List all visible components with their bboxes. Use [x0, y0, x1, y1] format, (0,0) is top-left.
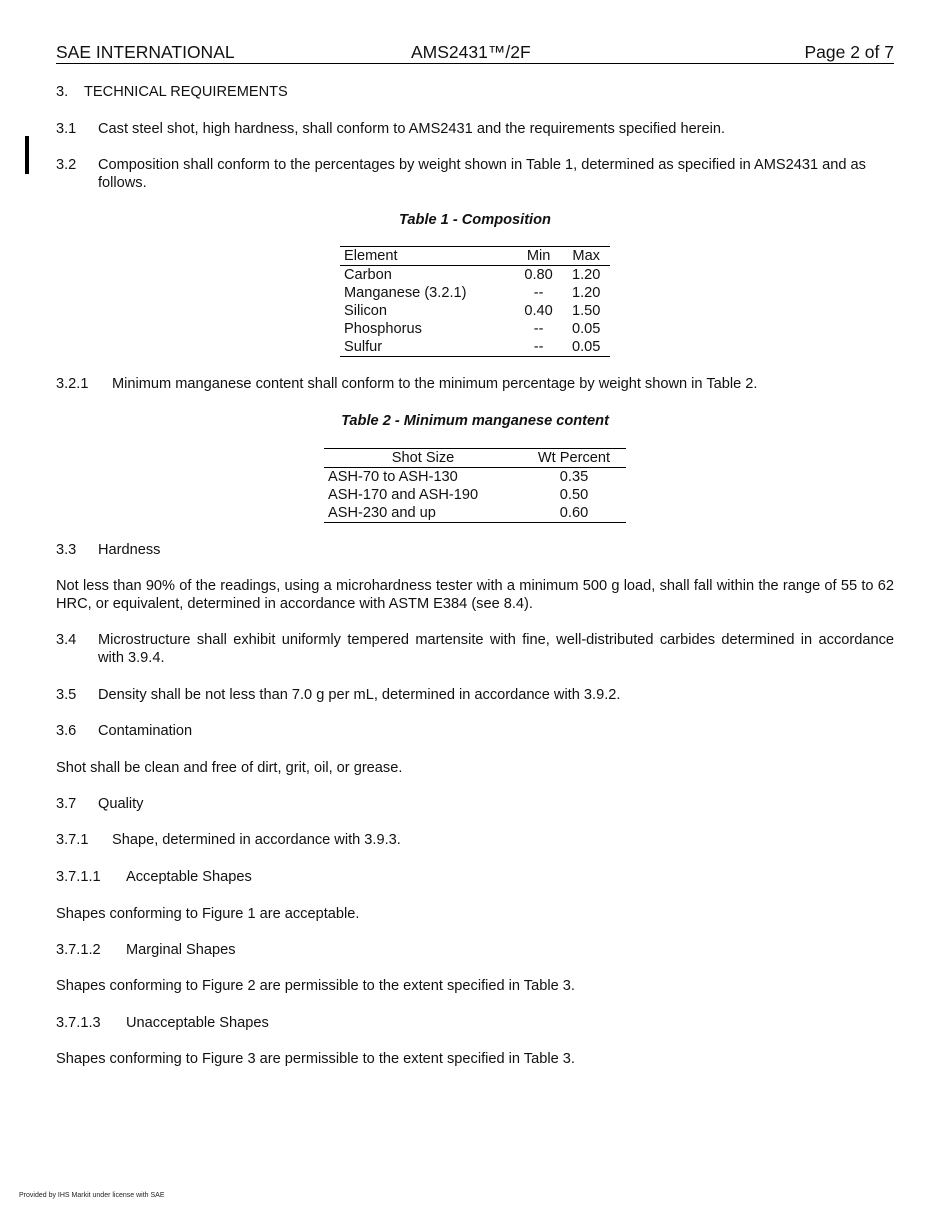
column-header-max: Max — [562, 247, 610, 266]
table-row — [340, 284, 610, 302]
section-3-6-body: Shot shall be clean and free of dirt, grit, oil, or grease. — [56, 760, 403, 776]
shot-size-cell: ASH-170 and ASH-190 — [328, 487, 479, 503]
element-cell: Carbon — [344, 267, 392, 283]
min-cell: -- — [533, 339, 544, 355]
section-number: 3.1 — [56, 121, 77, 137]
min-cell: 0.40 — [524, 303, 553, 319]
element-cell: Sulfur — [344, 339, 383, 355]
table-row — [324, 468, 626, 487]
section-3-6 — [56, 722, 894, 740]
header-page-number: Page 2 of 7 — [804, 42, 894, 62]
document-page — [56, 0, 894, 1230]
section-title: Acceptable Shapes — [126, 869, 252, 885]
section-3-7-1-3-body: Shapes conforming to Figure 3 are permissible to the extent specified in Table 3. — [56, 1051, 575, 1067]
section-3-5 — [56, 686, 894, 704]
page-header — [56, 43, 894, 64]
table-row — [340, 302, 610, 320]
section-3-7-1-2 — [56, 941, 894, 959]
section-number: 3.4 — [56, 632, 77, 648]
section-3-1 — [56, 120, 894, 138]
table-header-row — [340, 247, 610, 266]
max-cell: 1.50 — [571, 303, 601, 319]
section-number: 3.3 — [56, 542, 77, 558]
max-cell: 1.20 — [571, 285, 601, 301]
section-number: 3.7 — [56, 796, 77, 812]
wt-percent-cell: 0.50 — [559, 487, 589, 503]
section-3-7-1-1-body: Shapes conforming to Figure 1 are acceptable. — [56, 906, 360, 922]
section-3 — [56, 83, 894, 101]
section-3-2-1 — [56, 375, 894, 393]
table-row — [340, 320, 610, 338]
section-title: Marginal Shapes — [126, 942, 236, 958]
section-number: 3.2.1 — [56, 376, 89, 392]
header-doc-id: AMS2431™/2F — [411, 42, 531, 62]
section-heading: TECHNICAL REQUIREMENTS — [84, 84, 288, 100]
section-number: 3.7.1.2 — [56, 942, 101, 958]
table-2-caption: Table 2 - Minimum manganese content — [341, 413, 609, 429]
wt-percent-cell: 0.35 — [559, 469, 589, 485]
shot-size-cell: ASH-230 and up — [328, 505, 436, 521]
column-header-element: Element — [340, 247, 515, 266]
section-3-7 — [56, 795, 894, 813]
manganese-table — [324, 448, 626, 523]
section-3-3-body: Not less than 90% of the readings, using a microhardness tester with a minimum 500 g load, shall fall within the range of 55 to 62 HRC, or equivalent, determined in accordance with ASTM E384 (see 8.4). — [56, 578, 894, 612]
header-publisher: SAE INTERNATIONAL — [56, 42, 235, 62]
section-text: Shape, determined in accordance with 3.9.3. — [112, 832, 401, 848]
section-text: Composition shall conform to the percentages by weight shown in Table 1, determined as specified in AMS2431 and as follows. — [98, 157, 866, 191]
section-title: Quality — [98, 796, 144, 812]
composition-table — [340, 246, 610, 357]
table-1-caption: Table 1 - Composition — [399, 212, 551, 228]
table-row — [324, 486, 626, 504]
section-text: Minimum manganese content shall conform to the minimum percentage by weight shown in Table 2. — [112, 376, 758, 392]
max-cell: 1.20 — [571, 267, 601, 283]
section-title: Hardness — [98, 542, 161, 558]
section-text: Cast steel shot, high hardness, shall conform to AMS2431 and the requirements specified herein. — [98, 121, 726, 137]
section-number: 3.6 — [56, 723, 77, 739]
section-3-3 — [56, 541, 894, 559]
table-row — [324, 504, 626, 523]
section-number: 3.7.1.3 — [56, 1015, 101, 1031]
element-cell: Phosphorus — [344, 321, 422, 337]
section-title: Contamination — [98, 723, 193, 739]
section-3-4 — [56, 631, 894, 667]
max-cell: 0.05 — [571, 339, 601, 355]
page-footer: Provided by IHS Markit under license with SAE — [19, 1192, 165, 1199]
min-cell: 0.80 — [524, 267, 553, 283]
section-text: Density shall be not less than 7.0 g per mL, determined in accordance with 3.9.2. — [98, 687, 621, 703]
section-number: 3.7.1 — [56, 832, 89, 848]
column-header-shot-size: Shot Size — [324, 449, 522, 468]
max-cell: 0.05 — [571, 321, 601, 337]
column-header-min: Min — [515, 247, 563, 266]
section-number: 3. — [56, 84, 69, 100]
table-row — [340, 338, 610, 357]
section-text: Microstructure shall exhibit uniformly tempered martensite with fine, well-distributed carbides determined in accordance with 3.9.4. — [98, 632, 894, 666]
min-cell: -- — [533, 321, 544, 337]
wt-percent-cell: 0.60 — [559, 505, 589, 521]
section-3-7-1-1 — [56, 868, 894, 886]
revision-change-bar — [25, 136, 29, 174]
column-header-wt-percent: Wt Percent — [522, 449, 626, 468]
element-cell: Silicon — [344, 303, 387, 319]
table-row — [340, 266, 610, 285]
section-title: Unacceptable Shapes — [126, 1015, 269, 1031]
section-3-2 — [56, 156, 894, 192]
section-3-7-1 — [56, 831, 894, 849]
section-3-7-1-3 — [56, 1014, 894, 1032]
element-cell: Manganese (3.2.1) — [344, 285, 467, 301]
table-header-row — [324, 449, 626, 468]
section-number: 3.2 — [56, 157, 77, 173]
section-3-7-1-2-body: Shapes conforming to Figure 2 are permissible to the extent specified in Table 3. — [56, 978, 575, 994]
min-cell: -- — [533, 285, 544, 301]
section-number: 3.7.1.1 — [56, 869, 101, 885]
shot-size-cell: ASH-70 to ASH-130 — [328, 469, 458, 485]
section-number: 3.5 — [56, 687, 77, 703]
